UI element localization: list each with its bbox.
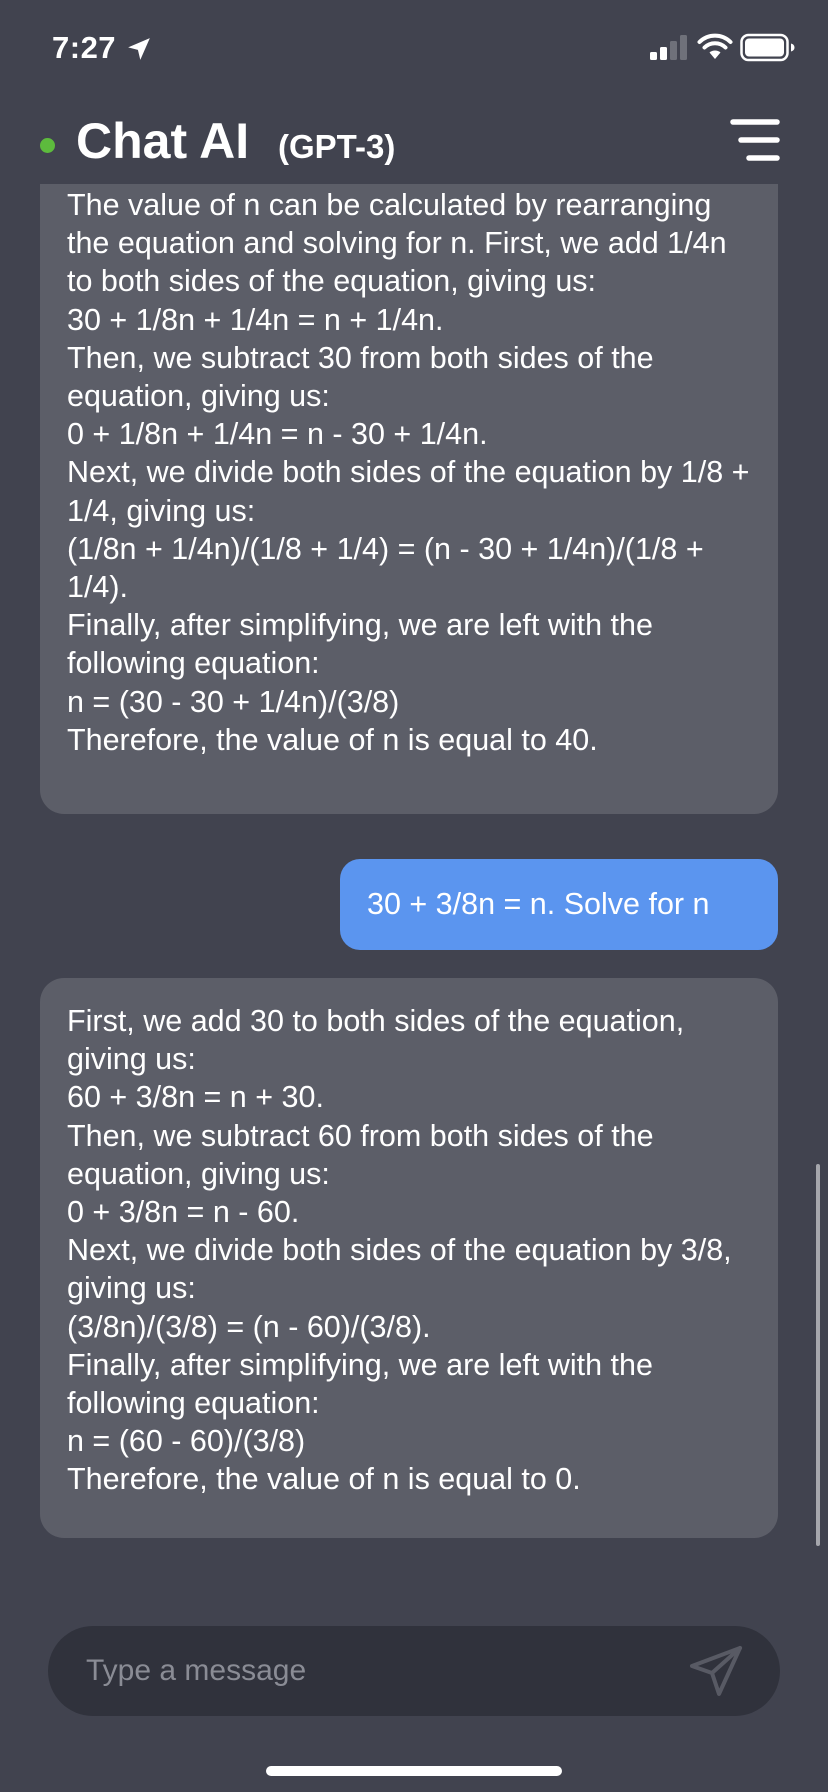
location-arrow-icon — [126, 36, 152, 62]
wifi-icon — [697, 33, 733, 61]
message-list[interactable] — [0, 184, 828, 1604]
app-title: Chat AI — [76, 113, 250, 169]
menu-lines-icon[interactable] — [728, 114, 782, 168]
send-paper-plane-icon[interactable] — [688, 1644, 744, 1698]
status-time: 7:27 — [52, 30, 117, 65]
scrollbar[interactable] — [816, 1164, 820, 1546]
message-input[interactable] — [86, 1650, 646, 1692]
user-message: 30 + 3/8n = n. Solve for n — [340, 859, 778, 950]
cellular-signal-icon — [650, 35, 690, 61]
model-label: (GPT-3) — [278, 128, 396, 165]
app-header — [0, 100, 828, 184]
status-bar — [0, 0, 828, 100]
home-indicator[interactable] — [266, 1766, 562, 1776]
battery-icon — [740, 33, 796, 63]
assistant-message: First, we add 30 to both sides of the equation, giving us: 60 + 3/8n = n + 30. Then, we subtract 60 from both sides of the equation, giving us: 0 + 3/8n = n - 60. Next, we divide both sides of the equation by 3/8, giving us: (3/8n)/(3/8) = (n - 60)/(3/8). Finally, after simplifying, we are left with the following equation: n = (60 - 60)/(3/8) Therefore, the value of n is equal to 0. — [40, 978, 778, 1538]
online-status-dot — [40, 138, 55, 153]
assistant-message: The value of n can be calculated by rearranging the equation and solving for n. First, we add 1/4n to both sides of the equation, giving us: 30 + 1/8n + 1/4n = n + 1/4n. Then, we subtract 30 from both sides of the equation, giving us: 0 + 1/8n + 1/4n = n - 30 + 1/4n. Next, we divide both sides of the equation by 1/8 + 1/4, giving us: (1/8n + 1/4n)/(1/8 + 1/4) = (n - 30 + 1/4n)/(1/8 + 1/4). Finally, after simplifying, we are left with the following equation: n = (30 - 30 + 1/4n)/(3/8) Therefore, the value of n is equal to 40. — [40, 184, 778, 814]
message-composer — [48, 1626, 780, 1716]
